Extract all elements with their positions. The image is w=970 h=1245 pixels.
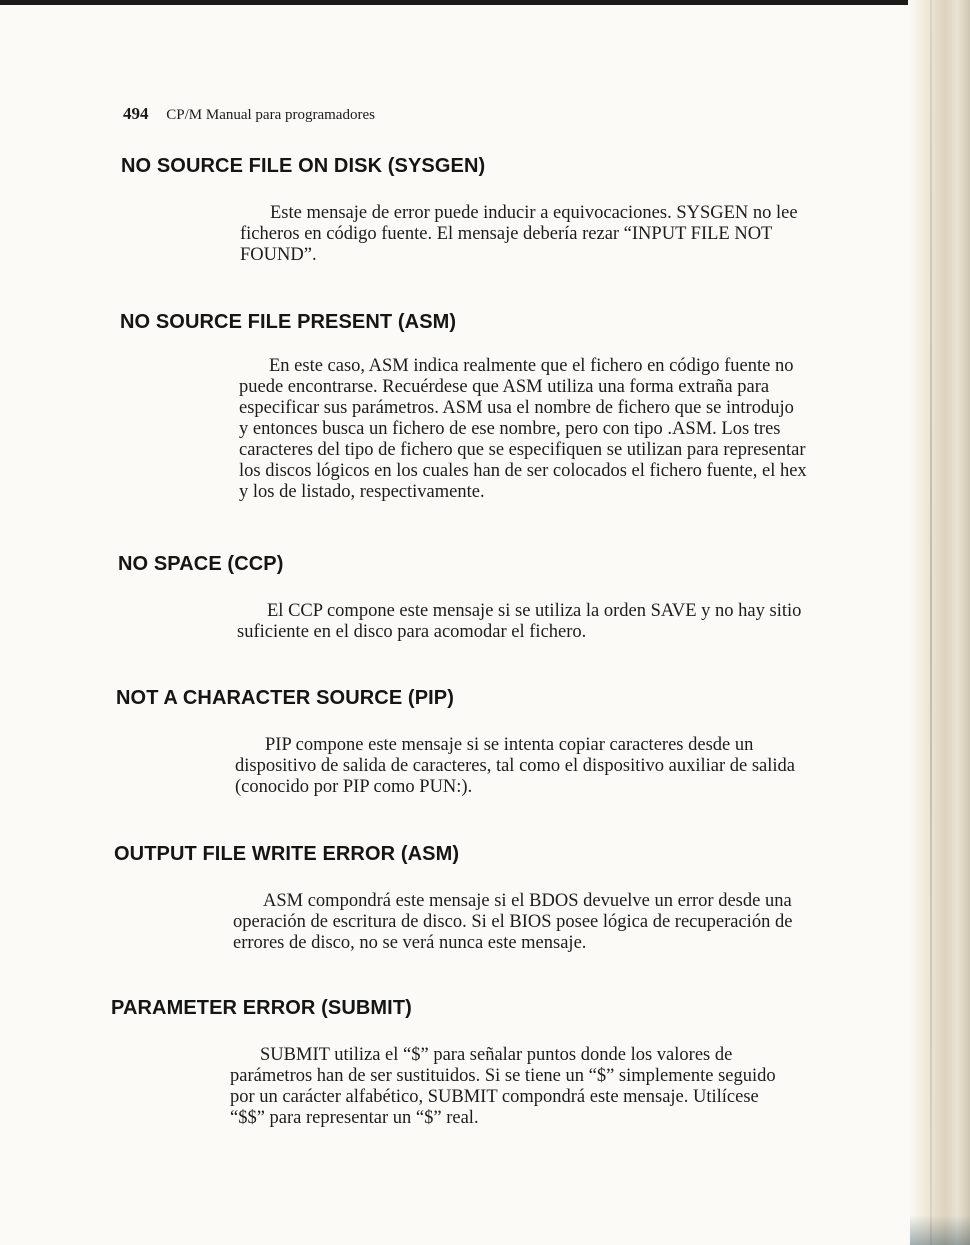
entry-description	[233, 891, 863, 954]
text-line: dispositivo de salida de caracteres, tal como el dispositivo auxiliar de salida	[235, 756, 795, 776]
text-line: errores de disco, no se verá nunca este mensaje.	[233, 933, 587, 953]
text-line: especificar sus parámetros. ASM usa el nombre de fichero que se introdujo	[239, 398, 794, 418]
text-line: ficheros en código fuente. El mensaje debería rezar “INPUT FILE NOT	[240, 224, 773, 244]
text-line: los discos lógicos en los cuales han de ser colocados el fichero fuente, el hex	[239, 461, 807, 481]
entry-description	[237, 601, 865, 643]
text-line: suficiente en el disco para acomodar el fichero.	[237, 622, 587, 642]
text-line: “$$” para representar un “$” real.	[230, 1108, 479, 1128]
entry-heading: OUTPUT FILE WRITE ERROR (ASM)	[114, 843, 460, 865]
entry-heading: NO SOURCE FILE PRESENT (ASM)	[120, 311, 457, 333]
text-line: por un carácter alfabético, SUBMIT compondrá este mensaje. Utilícese	[230, 1087, 759, 1107]
entry-description	[235, 735, 864, 798]
text-line: y entonces busca un fichero de ese nombre, pero con tipo .ASM. Los tres	[239, 419, 781, 439]
scan-corner-shadow	[910, 1215, 970, 1245]
text-line: (conocido por PIP como PUN:).	[235, 777, 473, 797]
scan-top-edge	[0, 0, 970, 5]
text-line: En este caso, ASM indica realmente que el fichero en código fuente no	[269, 356, 794, 376]
entry-description	[230, 1045, 862, 1129]
entry-description	[240, 203, 866, 266]
text-line: y los de listado, respectivamente.	[239, 482, 485, 502]
page-header	[123, 101, 623, 127]
entry-heading: NOT A CHARACTER SOURCE (PIP)	[116, 687, 454, 709]
entry-heading: NO SOURCE FILE ON DISK (SYSGEN)	[121, 155, 486, 177]
book-spine-fold	[930, 0, 932, 1245]
text-line: puede encontrarse. Recuérdese que ASM utiliza una forma extraña para	[239, 377, 770, 397]
page-number: 494	[123, 104, 149, 123]
running-title: CP/M Manual para programadores	[166, 107, 375, 123]
entry-description	[239, 356, 866, 503]
text-line: SUBMIT utiliza el “$” para señalar puntos donde los valores de	[260, 1045, 733, 1065]
text-line: PIP compone este mensaje si se intenta copiar caracteres desde un	[265, 735, 754, 755]
text-line: ASM compondrá este mensaje si el BDOS devuelve un error desde una	[263, 891, 792, 911]
entry-heading: PARAMETER ERROR (SUBMIT)	[111, 997, 412, 1019]
text-line: caracteres del tipo de fichero que se especifiquen se utilizan para representar	[239, 440, 806, 460]
entry-heading: NO SPACE (CCP)	[118, 553, 284, 575]
text-line: Este mensaje de error puede inducir a equivocaciones. SYSGEN no lee	[270, 203, 798, 223]
text-line: FOUND”.	[240, 245, 317, 265]
text-line: operación de escritura de disco. Si el BIOS posee lógica de recuperación de	[233, 912, 793, 932]
text-line: El CCP compone este mensaje si se utiliza la orden SAVE y no hay sitio	[267, 601, 802, 621]
book-spine-shadow	[908, 0, 970, 1245]
text-line: parámetros han de ser sustituidos. Si se tiene un “$” simplemente seguido	[230, 1066, 776, 1086]
